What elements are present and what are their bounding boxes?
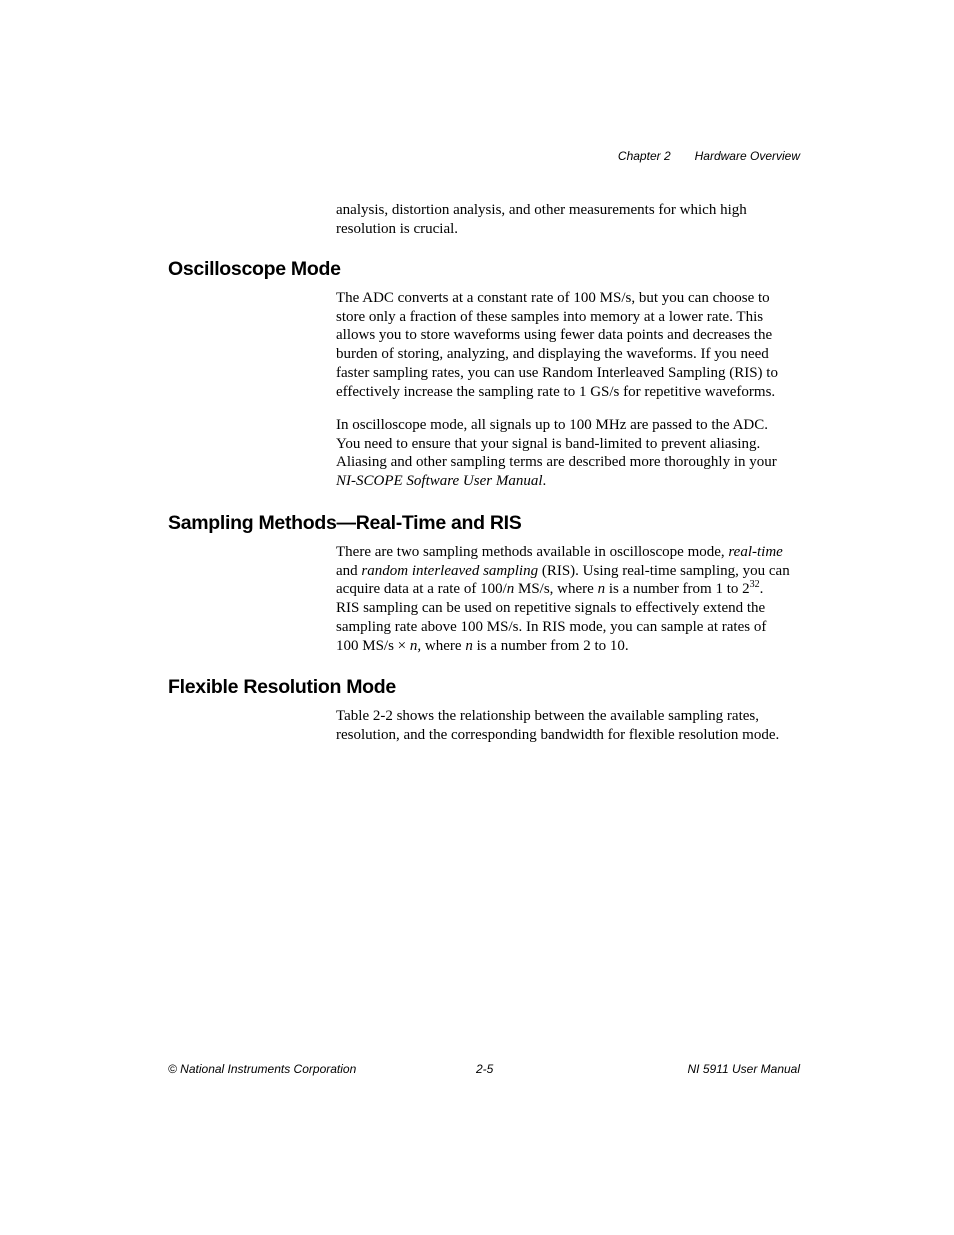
- text-line: [336, 562, 804, 581]
- text-line: burden of storing, analyzing, and displaying the waveforms. If you need: [336, 346, 769, 363]
- text-line: [336, 637, 804, 656]
- text-line: You need to ensure that your signal is band-limited to prevent aliasing.: [336, 435, 761, 452]
- text-run: .: [759, 581, 764, 598]
- sentence-end: .: [542, 473, 547, 490]
- text-run: (RIS). Using real-time sampling, you can: [538, 562, 790, 579]
- text-line: [336, 580, 804, 599]
- text-line: [336, 472, 804, 491]
- manual-reference: NI-SCOPE Software User Manual: [336, 473, 543, 490]
- text-line: faster sampling rates, you can use Random Interleaved Sampling (RIS) to: [336, 364, 778, 381]
- header-chapter: Chapter 2: [617, 149, 671, 163]
- variable-n: n,: [409, 637, 422, 654]
- text-run: is a number from 2 to 10.: [472, 637, 629, 654]
- term-ris: random interleaved sampling: [361, 562, 539, 579]
- text-line: effectively increase the sampling rate to 1 GS/s for repetitive waveforms.: [336, 383, 776, 400]
- variable-n: n: [597, 581, 606, 598]
- flexible-resolution-paragraph: [336, 707, 804, 744]
- text-line: Table 2-2 shows the relationship between the available sampling rates,: [336, 708, 759, 724]
- page-number: 2-5: [476, 1062, 494, 1076]
- footer-copyright: © National Instruments Corporation: [168, 1062, 357, 1076]
- text-run: There are two sampling methods available in oscilloscope mode,: [336, 544, 729, 560]
- footer-manual-title: NI 5911 User Manual: [687, 1062, 800, 1076]
- text-line: The ADC converts at a constant rate of 100 MS/s, but you can choose to: [336, 290, 770, 306]
- header-section: Hardware Overview: [694, 149, 800, 163]
- text-run: MS/s, where: [514, 581, 598, 598]
- exponent: 32: [749, 579, 760, 591]
- term-real-time: real-time: [728, 544, 783, 560]
- text-line: In oscilloscope mode, all signals up to 100 MHz are passed to the ADC.: [336, 417, 769, 433]
- text-run: 100 MS/s ×: [336, 637, 410, 654]
- text-line: resolution, and the corresponding bandwidth for flexible resolution mode.: [336, 726, 780, 743]
- text-line: resolution is crucial.: [336, 220, 459, 237]
- oscilloscope-paragraph-1: [336, 289, 804, 401]
- text-run: is a number from 1 to 2: [605, 581, 750, 598]
- intro-paragraph: [336, 201, 804, 238]
- text-line: sampling rate above 100 MS/s. In RIS mode, you can sample at rates of: [336, 618, 767, 635]
- text-line: allows you to store waveforms using fewer data points and decreases the: [336, 327, 773, 344]
- text-run: where: [421, 637, 466, 654]
- text-line: analysis, distortion analysis, and other measurements for which high: [336, 202, 747, 218]
- text-line: [336, 543, 804, 562]
- text-run: acquire data at a rate of 100/: [336, 581, 507, 598]
- text-line: RIS sampling can be used on repetitive signals to effectively extend the: [336, 600, 766, 617]
- heading-oscilloscope-mode: Oscilloscope Mode: [168, 258, 341, 280]
- heading-sampling-methods: Sampling Methods—Real-Time and RIS: [168, 512, 522, 534]
- text-line: Aliasing and other sampling terms are described more thoroughly in your: [336, 454, 777, 471]
- variable-n: n: [506, 581, 515, 598]
- heading-flexible-resolution: Flexible Resolution Mode: [168, 676, 396, 698]
- running-header: [618, 149, 800, 163]
- variable-n: n: [465, 637, 473, 654]
- text-run: and: [336, 562, 362, 579]
- sampling-methods-paragraph: [336, 543, 804, 655]
- text-line: store only a fraction of these samples into memory at a lower rate. This: [336, 308, 764, 325]
- oscilloscope-paragraph-2: [336, 416, 804, 491]
